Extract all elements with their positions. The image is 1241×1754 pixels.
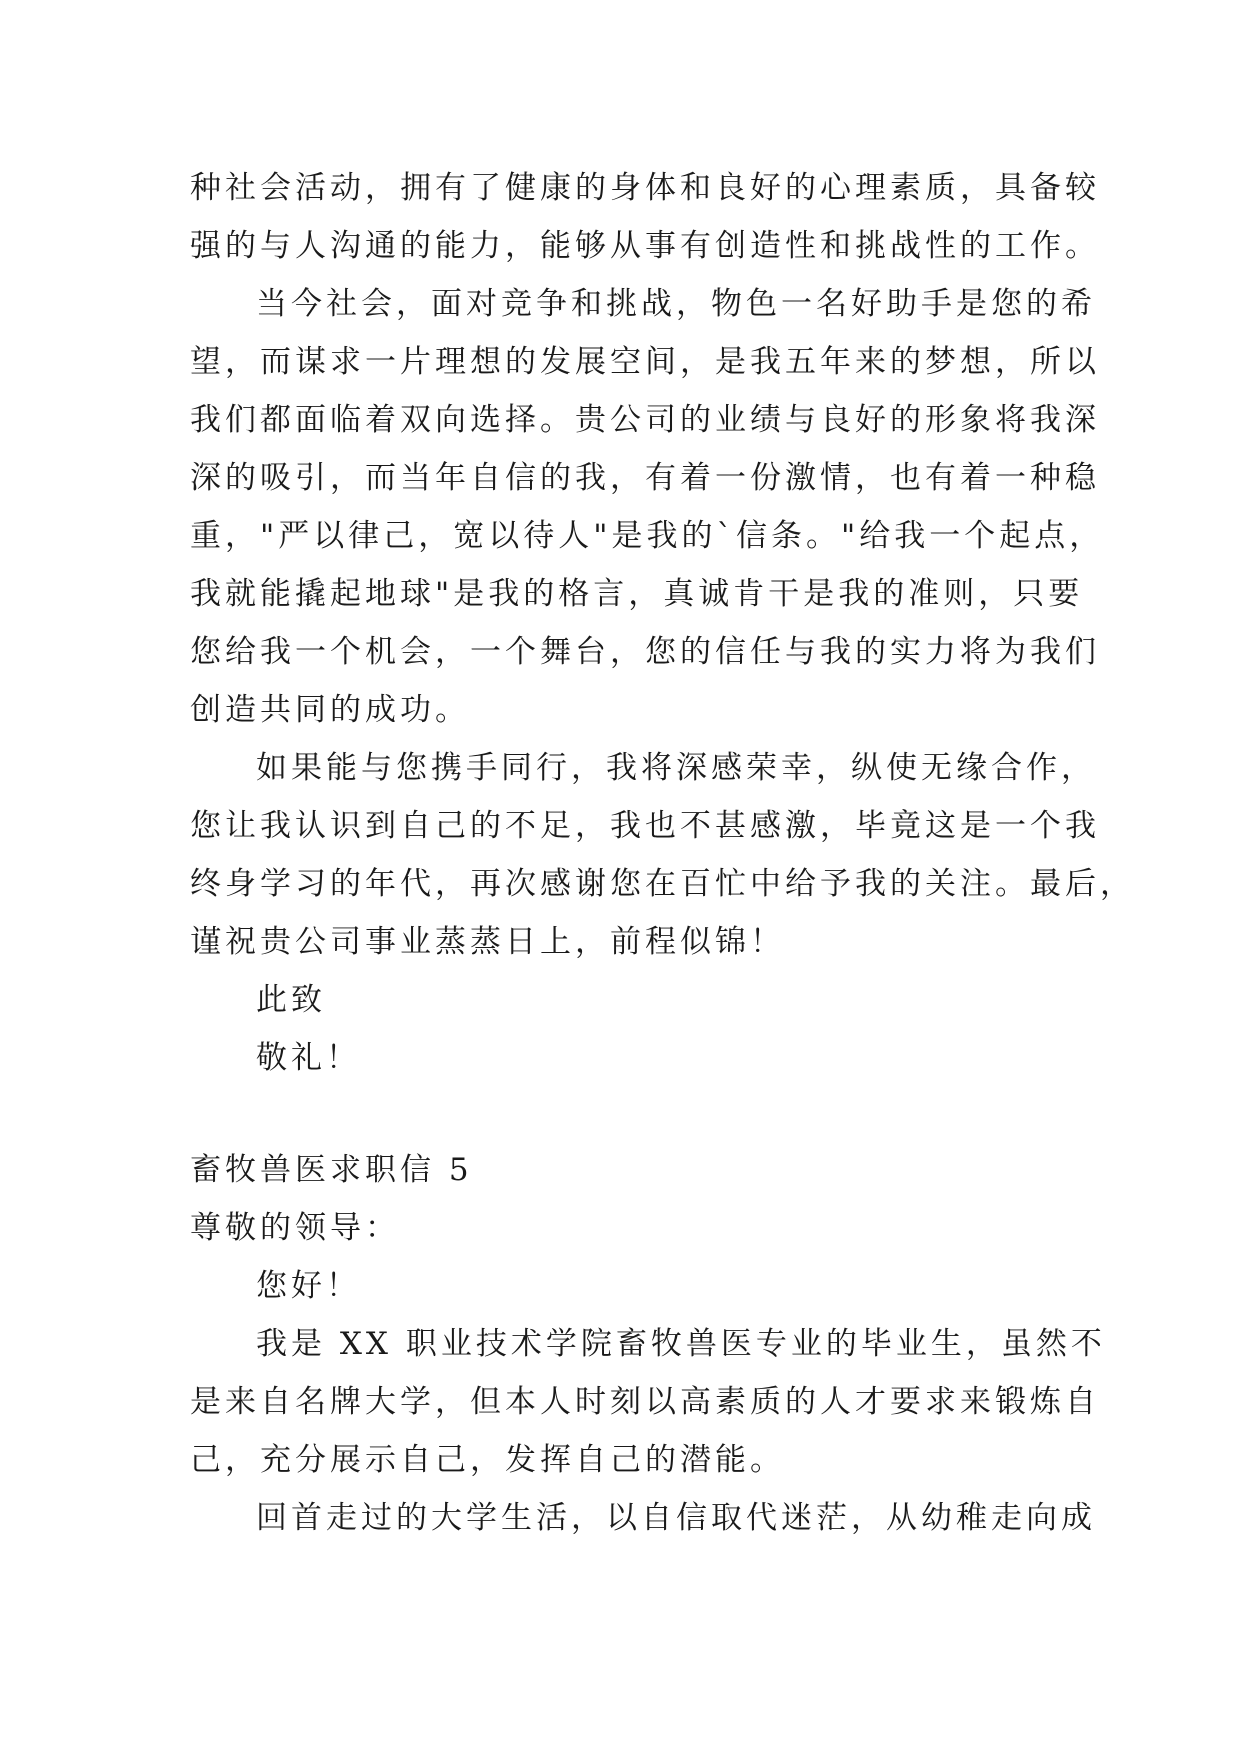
paragraph-line: 强的与人沟通的能力，能够从事有创造性和挑战性的工作。 (190, 228, 1100, 264)
greeting: 尊敬的领导： (190, 1210, 400, 1246)
paragraph-line: 您给我一个机会，一个舞台，您的信任与我的实力将为我们 (190, 634, 1100, 670)
paragraph-line: 是来自名牌大学，但本人时刻以高素质的人才要求来锻炼自 (190, 1384, 1100, 1420)
paragraph-line: 我就能撬起地球"是我的格言，真诚肯干是我的准则，只要 (190, 576, 1084, 612)
paragraph-line: 创造共同的成功。 (190, 692, 470, 728)
closing-salutation: 此致 (256, 982, 326, 1018)
paragraph-line: 您让我认识到自己的不足，我也不甚感激，毕竟这是一个我 (190, 808, 1100, 844)
paragraph-line: 我们都面临着双向选择。贵公司的业绩与良好的形象将我深 (190, 402, 1100, 438)
paragraph-line: 深的吸引，而当年自信的我，有着一份激情，也有着一种稳 (190, 460, 1100, 496)
paragraph-line: 终身学习的年代，再次感谢您在百忙中给予我的关注。最后， (190, 866, 1135, 902)
greeting-hello: 您好！ (256, 1268, 361, 1304)
paragraph-line: 己，充分展示自己，发挥自己的潜能。 (190, 1442, 785, 1478)
closing-regards: 敬礼！ (256, 1040, 361, 1076)
paragraph-line: 重，"严以律己，宽以待人"是我的`信条。"给我一个起点， (190, 518, 1105, 554)
paragraph-line: 谨祝贵公司事业蒸蒸日上，前程似锦！ (190, 924, 785, 960)
paragraph-line: 我是 XX 职业技术学院畜牧兽医专业的毕业生，虽然不 (256, 1326, 1106, 1362)
paragraph-line: 当今社会，面对竞争和挑战，物色一名好助手是您的希 (256, 286, 1096, 322)
paragraph-line: 如果能与您携手同行，我将深感荣幸，纵使无缘合作， (256, 750, 1096, 786)
letter-title: 畜牧兽医求职信 5 (190, 1152, 473, 1188)
paragraph-line: 回首走过的大学生活，以自信取代迷茫，从幼稚走向成 (256, 1500, 1096, 1536)
paragraph-line: 种社会活动，拥有了健康的身体和良好的心理素质，具备较 (190, 170, 1100, 206)
paragraph-line: 望，而谋求一片理想的发展空间，是我五年来的梦想，所以 (190, 344, 1100, 380)
